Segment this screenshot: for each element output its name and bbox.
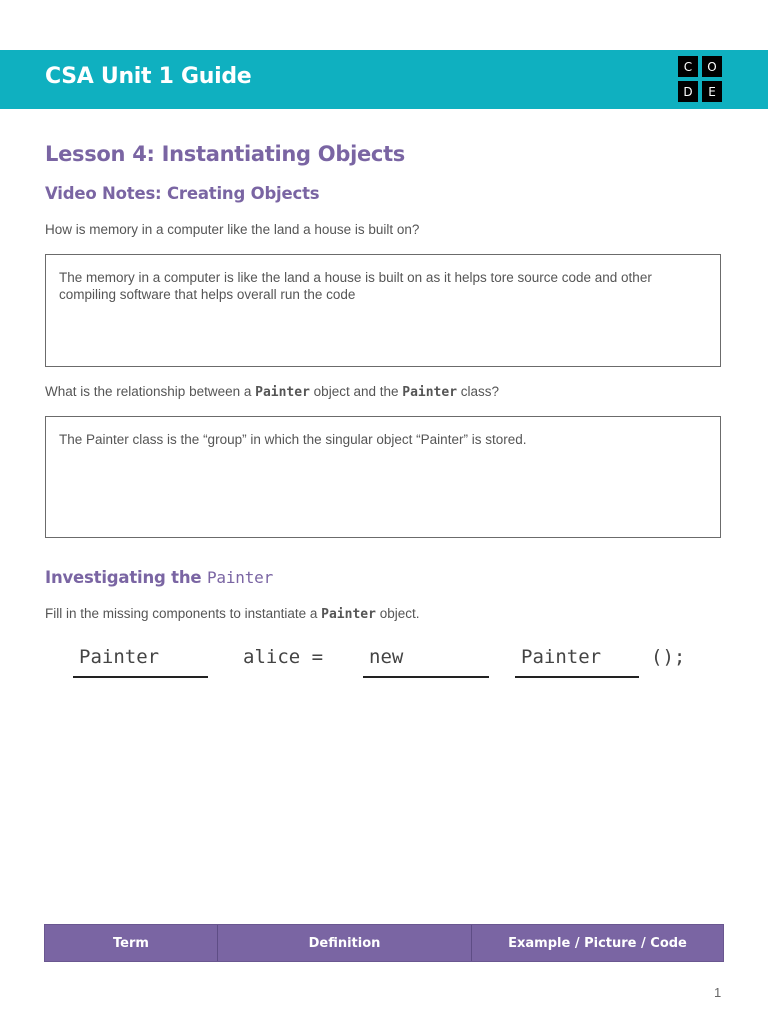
blank-1-line[interactable] xyxy=(73,676,208,678)
painter-code: Painter xyxy=(402,385,458,400)
header-banner xyxy=(0,50,768,109)
question-2-prefix: What is the relationship between a xyxy=(45,384,256,399)
fill-in-instructions xyxy=(45,606,419,622)
page-number: 1 xyxy=(714,985,722,1000)
question-2-suffix: class? xyxy=(457,384,500,399)
guide-title: CSA Unit 1 Guide xyxy=(45,64,252,89)
painter-code: Painter xyxy=(255,385,310,400)
answer-1-text: The memory in a computer is like the land a house is built on as it helps tore source code and other compiling software that helps overall run the code xyxy=(59,270,652,302)
painter-code: Painter xyxy=(321,607,376,622)
fill-in-prefix: Fill in the missing components to instantiate a xyxy=(45,606,322,621)
logo-letter: D xyxy=(678,81,698,102)
blank-2-answer: new xyxy=(369,646,404,668)
blank-2-line[interactable] xyxy=(363,676,489,678)
video-notes-title: Video Notes: Creating Objects xyxy=(45,184,320,203)
fill-in-suffix: object. xyxy=(375,606,420,621)
blank-3-answer: Painter xyxy=(521,646,602,668)
table-header-example: Example / Picture / Code xyxy=(508,935,687,951)
investigating-title-prefix: Investigating the xyxy=(45,568,207,587)
logo-letter: E xyxy=(702,81,722,102)
question-2 xyxy=(45,384,499,400)
lesson-title: Lesson 4: Instantiating Objects xyxy=(45,142,406,166)
painter-code: Painter xyxy=(206,568,273,587)
table-header-term: Term xyxy=(45,925,218,961)
code-end-text: (); xyxy=(651,646,686,668)
question-2-middle: object and the xyxy=(309,384,403,399)
vocabulary-table-header xyxy=(44,924,724,962)
table-header-definition: Definition xyxy=(218,925,472,961)
answer-box-2[interactable] xyxy=(45,416,721,538)
code-org-logo xyxy=(678,56,723,104)
blank-3-line[interactable] xyxy=(515,676,639,678)
investigating-title xyxy=(45,568,273,587)
blank-1-answer: Painter xyxy=(79,646,160,668)
logo-letter: O xyxy=(702,56,722,77)
logo-letter: C xyxy=(678,56,698,77)
question-1: How is memory in a computer like the land a house is built on? xyxy=(45,222,420,237)
answer-box-1[interactable] xyxy=(45,254,721,367)
answer-2-text: The Painter class is the “group” in which the singular object “Painter” is stored. xyxy=(59,432,527,447)
code-fixed-text: alice = xyxy=(243,646,324,668)
